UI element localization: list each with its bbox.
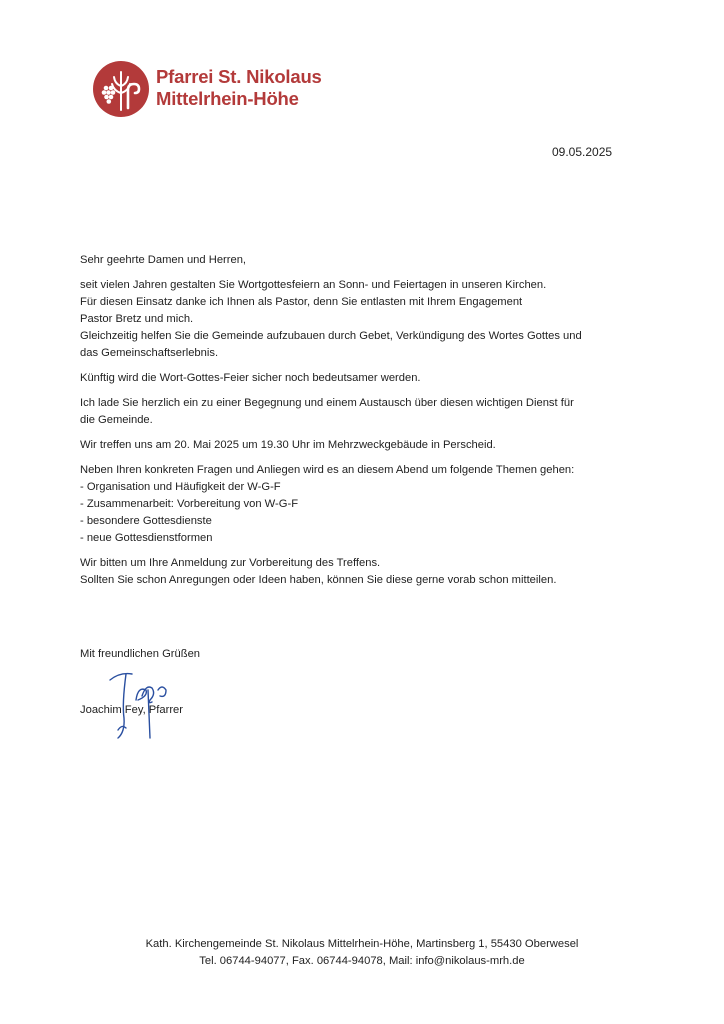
paragraph-registration: [80, 555, 640, 589]
organization-name-line1: Pfarrei St. Nikolaus: [156, 66, 322, 87]
topic-item: - Zusammenarbeit: Vorbereitung von W-G-F: [80, 498, 299, 510]
signer-name: Joachim Fey, Pfarrer: [80, 704, 183, 716]
text-line: Gleichzeitig helfen Sie die Gemeinde aufzubauen durch Gebet, Verkündigung des Wortes Gottes und: [80, 330, 582, 342]
paragraph-invitation: [80, 395, 640, 429]
topic-item: - neue Gottesdienstformen: [80, 532, 213, 544]
footer-contact: Tel. 06744-94077, Fax. 06744-94078, Mail: info@nikolaus-mrh.de: [199, 955, 525, 967]
text-line: Ich lade Sie herzlich ein zu einer Begegnung und einem Austausch über diesen wichtigen Dienst für: [80, 397, 574, 409]
salutation: Sehr geehrte Damen und Herren,: [80, 254, 247, 266]
text-line: Neben Ihren konkreten Fragen und Anliegen wird es an diesem Abend um folgende Themen gehen:: [80, 464, 575, 476]
paragraph-meeting: Wir treffen uns am 20. Mai 2025 um 19.30 Uhr im Mehrzweckgebäude in Perscheid.: [80, 439, 496, 451]
text-line: Wir bitten um Ihre Anmeldung zur Vorbereitung des Treffens.: [80, 557, 381, 569]
topic-item: - Organisation und Häufigkeit der W-G-F: [80, 481, 281, 493]
paragraph-topics: [80, 462, 640, 547]
parish-logo-icon: [92, 60, 150, 118]
handwritten-signature: [96, 660, 216, 745]
organization-name: [156, 66, 322, 110]
letter-footer: [0, 936, 724, 970]
paragraph-future: Künftig wird die Wort-Gottes-Feier sicher noch bedeutsamer werden.: [80, 372, 421, 384]
closing-greeting: Mit freundlichen Grüßen: [80, 648, 201, 660]
text-line: seit vielen Jahren gestalten Sie Wortgottesfeiern an Sonn- und Feiertagen in unseren Kirchen.: [80, 279, 547, 291]
organization-name-line2: Mittelrhein-Höhe: [156, 88, 299, 109]
paragraph-intro: [80, 277, 640, 362]
text-line: das Gemeinschaftserlebnis.: [80, 347, 219, 359]
letter-body: [80, 252, 640, 597]
text-line: die Gemeinde.: [80, 414, 153, 426]
text-line: Sollten Sie schon Anregungen oder Ideen haben, können Sie diese gerne vorab schon mitteilen.: [80, 574, 557, 586]
letter-date: 09.05.2025: [552, 145, 613, 159]
text-line: Für diesen Einsatz danke ich Ihnen als Pastor, denn Sie entlasten mit Ihrem Engagement: [80, 296, 523, 308]
topic-item: - besondere Gottesdienste: [80, 515, 212, 527]
footer-address: Kath. Kirchengemeinde St. Nikolaus Mittelrhein-Höhe, Martinsberg 1, 55430 Oberwesel: [145, 938, 579, 950]
text-line: Pastor Bretz und mich.: [80, 313, 194, 325]
